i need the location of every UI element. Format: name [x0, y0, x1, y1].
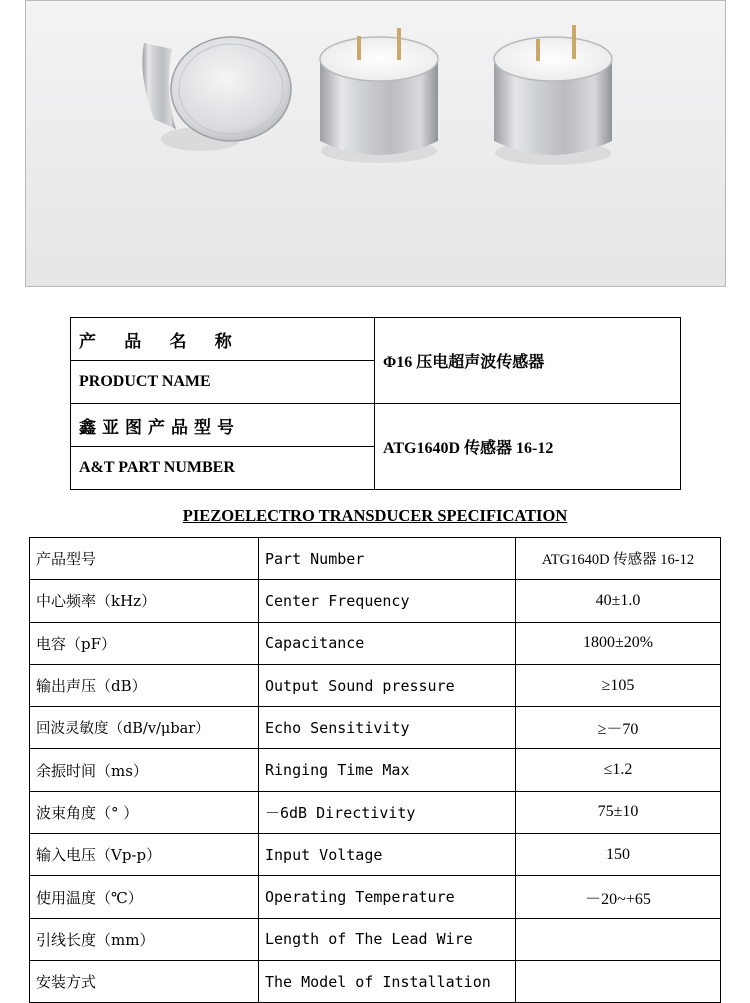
spec-en-label: －6dB Directivity: [259, 791, 516, 833]
spec-row-echo-sensitivity: [30, 707, 721, 749]
spec-row-capacitance: [30, 622, 721, 664]
spec-en-label: Part Number: [259, 538, 516, 580]
spec-cn-label: 回波灵敏度（dB/v/μbar）: [30, 707, 259, 749]
spec-en-label: Center Frequency: [259, 580, 516, 622]
spec-value: ≥－70: [516, 707, 721, 749]
spec-value: 150: [516, 834, 721, 876]
spec-cn-label: 产品型号: [30, 538, 259, 580]
spec-cn-label: 波束角度（° ）: [30, 791, 259, 833]
product-name-label-en: PRODUCT NAME: [71, 361, 375, 404]
spec-row-input-voltage: [30, 834, 721, 876]
spec-title: PIEZOELECTRO TRANSDUCER SPECIFICATION: [182, 506, 568, 525]
spec-row-installation-model: [30, 960, 721, 1002]
product-name-value: Φ16 压电超声波传感器: [375, 318, 681, 404]
part-number-label-cn: 鑫亚图产品型号: [71, 404, 375, 447]
spec-table: [29, 537, 721, 1003]
product-photo: [25, 0, 726, 287]
spec-en-label: Output Sound pressure: [259, 664, 516, 706]
spec-row-output-sound-pressure: [30, 664, 721, 706]
spec-value: [516, 918, 721, 960]
spec-cn-label: 引线长度（mm）: [30, 918, 259, 960]
spec-row-lead-wire-length: [30, 918, 721, 960]
spec-value: ≤1.2: [516, 749, 721, 791]
spec-row-ringing-time: [30, 749, 721, 791]
spec-cn-label: 输出声压（dB）: [30, 664, 259, 706]
spec-row-operating-temperature: [30, 876, 721, 918]
spec-value: ≥105: [516, 664, 721, 706]
product-name-table: [70, 317, 681, 490]
spec-value: 75±10: [516, 791, 721, 833]
spec-row-directivity: [30, 791, 721, 833]
spec-en-label: Echo Sensitivity: [259, 707, 516, 749]
spec-row-center-frequency: [30, 580, 721, 622]
spec-cn-label: 输入电压（Vp-p）: [30, 834, 259, 876]
transducer-left: [142, 37, 291, 151]
spec-value: ATG1640D 传感器 16-12: [516, 538, 721, 580]
spec-value: [516, 960, 721, 1002]
spec-value: 40±1.0: [516, 580, 721, 622]
transducer-right: [494, 25, 612, 165]
product-name-label-cn: 产 品 名 称: [71, 318, 375, 361]
spec-cn-label: 中心频率（kHz）: [30, 580, 259, 622]
spec-en-label: Operating Temperature: [259, 876, 516, 918]
spec-en-label: Ringing Time Max: [259, 749, 516, 791]
spec-en-label: Capacitance: [259, 622, 516, 664]
spec-value: －20~+65: [516, 876, 721, 918]
spec-cn-label: 使用温度（℃）: [30, 876, 259, 918]
spec-en-label: Input Voltage: [259, 834, 516, 876]
part-number-label-en: A&T PART NUMBER: [71, 447, 375, 490]
transducer-middle: [320, 28, 438, 163]
spec-value: 1800±20%: [516, 622, 721, 664]
spec-cn-label: 余振时间（ms）: [30, 749, 259, 791]
spec-row-part-number: [30, 538, 721, 580]
spec-en-label: The Model of Installation: [259, 960, 516, 1002]
part-number-value: ATG1640D 传感器 16-12: [375, 404, 681, 490]
spec-cn-label: 电容（pF）: [30, 622, 259, 664]
transducer-photo-illustration: [26, 1, 726, 287]
spec-en-label: Length of The Lead Wire: [259, 918, 516, 960]
spec-cn-label: 安装方式: [30, 960, 259, 1002]
